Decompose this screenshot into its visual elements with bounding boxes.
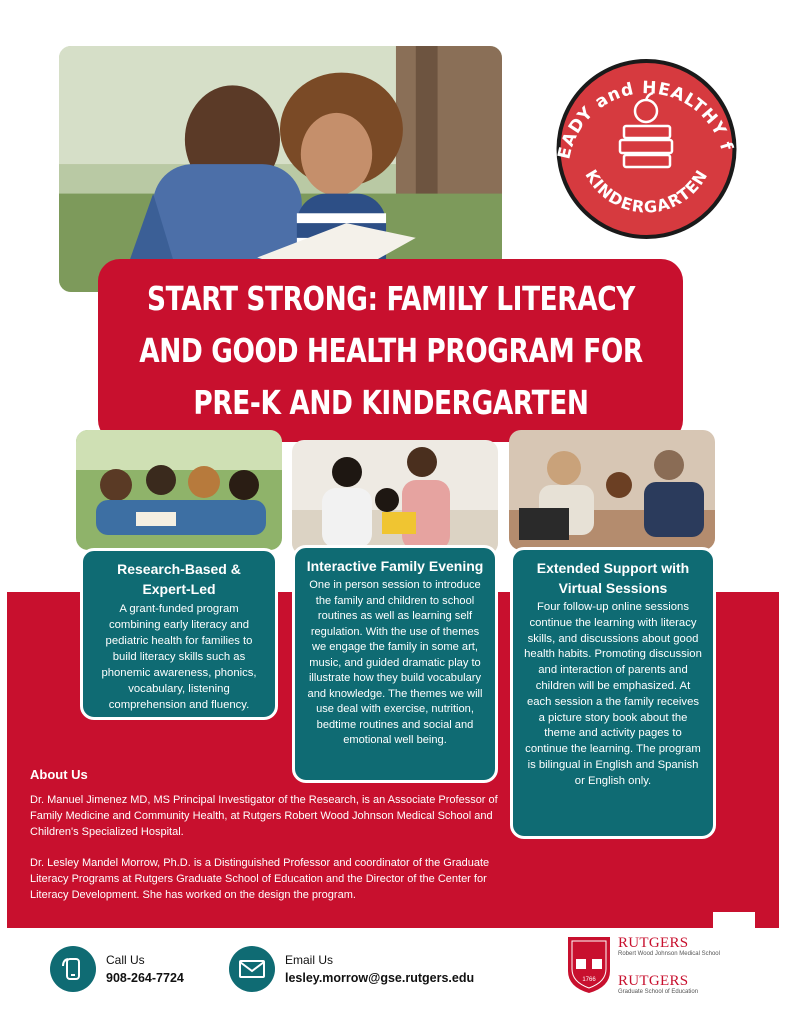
shield-year: 1766 [582, 977, 596, 983]
about-paragraph: Dr. Manuel Jimenez MD, MS Principal Investigator of the Research, is an Associate Professor of Family Medicine and Community Health, at Rutgers Robert Wood Johnson Medical School and Children's Specialized Hospital. [30, 794, 498, 838]
card-body: Four follow-up online sessions continue the learning with literacy skills, and discussions about good health habits. Promoting discussion and interaction of parents and children will be emphasized. At each session a the family receives a picture story book about the theme and activity pages to continue the learning. The program is bilingual in English and Spanish or English only. [524, 601, 702, 787]
about-paragraph: Dr. Lesley Mandel Morrow, Ph.D. is a Distinguished Professor and coordinator of the Graduate Literacy Programs at Rutgers Graduate School of Education and the Director of the Center for Literacy Development. She has worked on the design the program. [30, 857, 490, 901]
rutgers-gse-logo [618, 973, 698, 996]
family-reading-photo [292, 440, 498, 555]
rwj-subtitle: Robert Wood Johnson Medical School [618, 951, 720, 957]
about-heading: About Us [30, 767, 88, 782]
rutgers-rwj-logo [618, 935, 728, 958]
phone-number[interactable]: 908-264-7724 [106, 970, 184, 985]
about-section [30, 767, 500, 918]
email-us-label: Email Us [285, 952, 334, 967]
gse-subtitle: Graduate School of Education [618, 989, 699, 995]
call-us-block[interactable] [50, 946, 184, 992]
children-reading-photo [76, 430, 282, 550]
virtual-session-photo [509, 430, 715, 550]
rutgers-shield-icon [566, 935, 612, 995]
white-notch [713, 912, 755, 932]
ready-and-healthy-badge [530, 56, 763, 242]
card-research-based [80, 548, 278, 720]
card-extended-support [510, 547, 716, 839]
rutgers-logos [566, 933, 736, 1005]
phone-icon [50, 946, 96, 992]
card-interactive-family-evening [292, 545, 498, 783]
badge-top-text: EADY and HEALTHY f [554, 77, 737, 162]
badge-bottom-text: KINDERGARTEN [581, 166, 712, 217]
page-title: START STRONG: FAMILY LITERACY AND GOOD HEALTH PROGRAM FOR PRE-K AND KINDERGARTEN [138, 278, 643, 422]
envelope-icon [229, 946, 275, 992]
title-banner [98, 259, 683, 442]
card-heading: Extended Support with Virtual Sessions [536, 560, 690, 596]
email-address[interactable]: lesley.morrow@gse.rutgers.edu [285, 970, 475, 985]
rutgers-wordmark: RUTGERS [618, 935, 689, 951]
card-heading: Interactive Family Evening [306, 558, 484, 574]
hero-photo-father-daughter-reading [57, 44, 504, 294]
card-body: One in person session to introduce the family and children to school routines as well as learning self regulation. With the use of themes we engage the family in some art, music, and guided dramatic play to illustrate how they build vocabulary and knowledge. The themes we will use deal with exercise, nutrition, bedtime routines and social and emotional well being. [307, 579, 483, 746]
call-us-label: Call Us [106, 952, 145, 967]
card-heading: Research-Based & Expert-Led [117, 561, 241, 597]
rutgers-wordmark: RUTGERS [618, 973, 689, 989]
email-us-block[interactable] [229, 946, 474, 992]
card-body: A grant-funded program combining early literacy and pediatric health for families to build literacy skills such as phonemic awareness, phonics, vocabulary, listening comprehension and fluency. [101, 603, 257, 711]
